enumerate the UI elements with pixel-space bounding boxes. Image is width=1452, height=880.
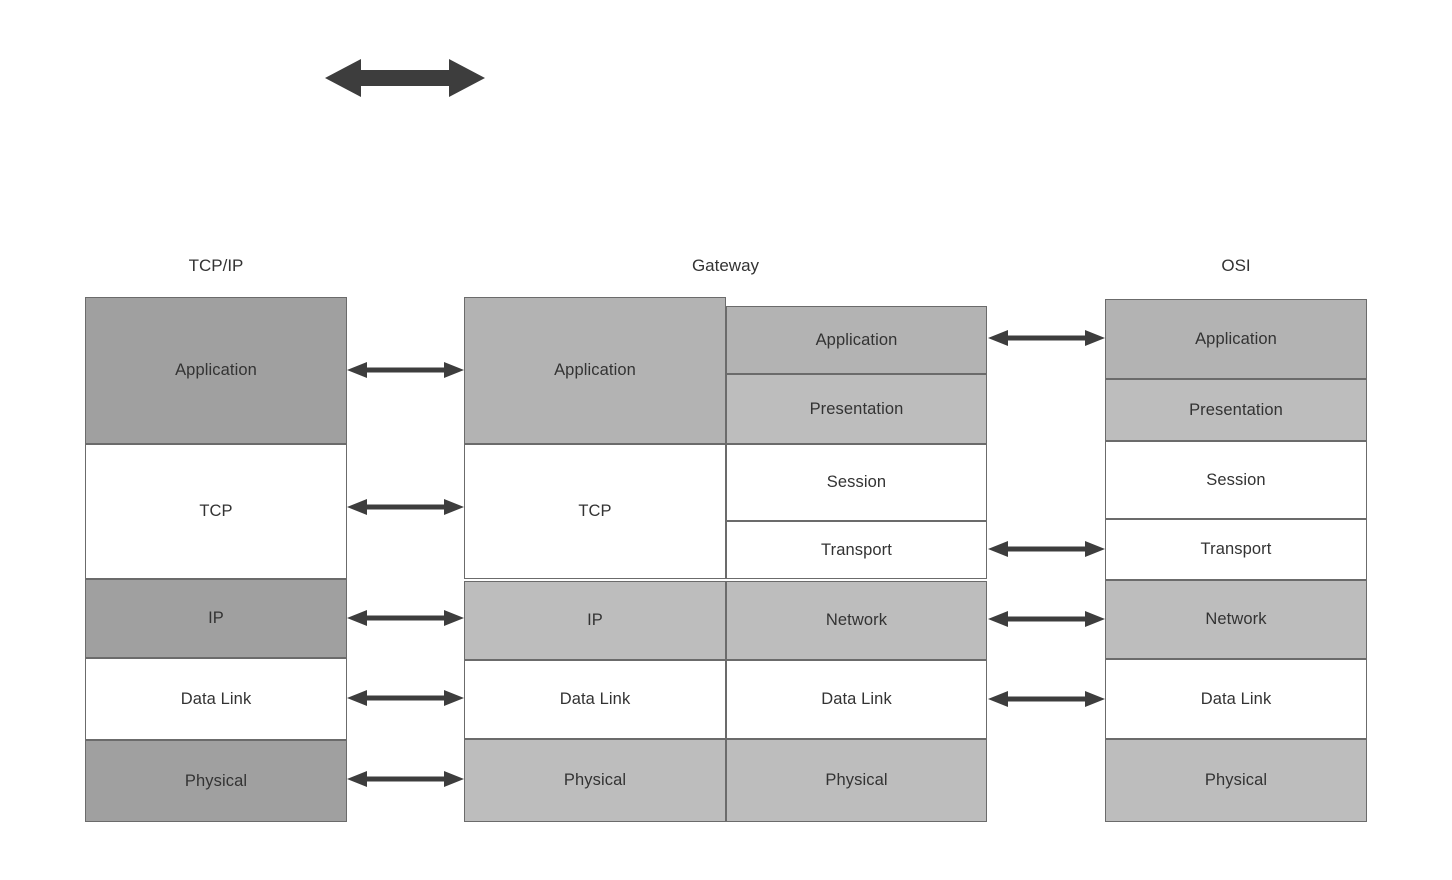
- top-double-arrow-icon: [325, 55, 485, 101]
- gateway-right-layer-application: Application: [726, 306, 987, 374]
- tcpip-layer-tcp: TCP: [85, 444, 347, 579]
- tcpip-layer-application: Application: [85, 297, 347, 444]
- gateway-right-layer-presentation: Presentation: [726, 374, 987, 444]
- column-title-tcpip: TCP/IP: [188, 256, 244, 275]
- connector-gateway-osi-data-link: [988, 688, 1105, 710]
- gateway-left-layer-application: Application: [464, 297, 726, 444]
- connector-tcpip-gateway-application: [347, 359, 464, 381]
- gateway-left-layer-physical: Physical: [464, 739, 726, 822]
- gateway-right-layer-network: Network: [726, 581, 987, 660]
- gateway-left-layer-tcp: TCP: [464, 444, 726, 579]
- osi-layer-network: Network: [1105, 580, 1367, 659]
- connector-gateway-osi-network: [988, 608, 1105, 630]
- gateway-right-layer-session: Session: [726, 444, 987, 521]
- gateway-right-layer-transport: Transport: [726, 521, 987, 579]
- gateway-right-layer-physical: Physical: [726, 739, 987, 822]
- tcpip-layer-physical: Physical: [85, 740, 347, 822]
- column-title-gateway: Gateway: [691, 256, 760, 275]
- osi-layer-transport: Transport: [1105, 519, 1367, 580]
- connector-tcpip-gateway-ip: [347, 607, 464, 629]
- connector-tcpip-gateway-data-link: [347, 687, 464, 709]
- osi-layer-presentation: Presentation: [1105, 379, 1367, 441]
- osi-layer-physical: Physical: [1105, 739, 1367, 822]
- osi-layer-session: Session: [1105, 441, 1367, 519]
- gateway-right-layer-data-link: Data Link: [726, 660, 987, 739]
- column-title-osi: OSI: [1221, 256, 1251, 275]
- osi-layer-data-link: Data Link: [1105, 659, 1367, 739]
- connector-tcpip-gateway-physical: [347, 768, 464, 790]
- tcpip-layer-data-link: Data Link: [85, 658, 347, 740]
- gateway-left-layer-data-link: Data Link: [464, 660, 726, 739]
- osi-layer-application: Application: [1105, 299, 1367, 379]
- gateway-left-layer-ip: IP: [464, 581, 726, 660]
- connector-gateway-osi-application: [988, 327, 1105, 349]
- tcpip-layer-ip: IP: [85, 579, 347, 658]
- connector-gateway-osi-transport: [988, 538, 1105, 560]
- connector-tcpip-gateway-tcp: [347, 496, 464, 518]
